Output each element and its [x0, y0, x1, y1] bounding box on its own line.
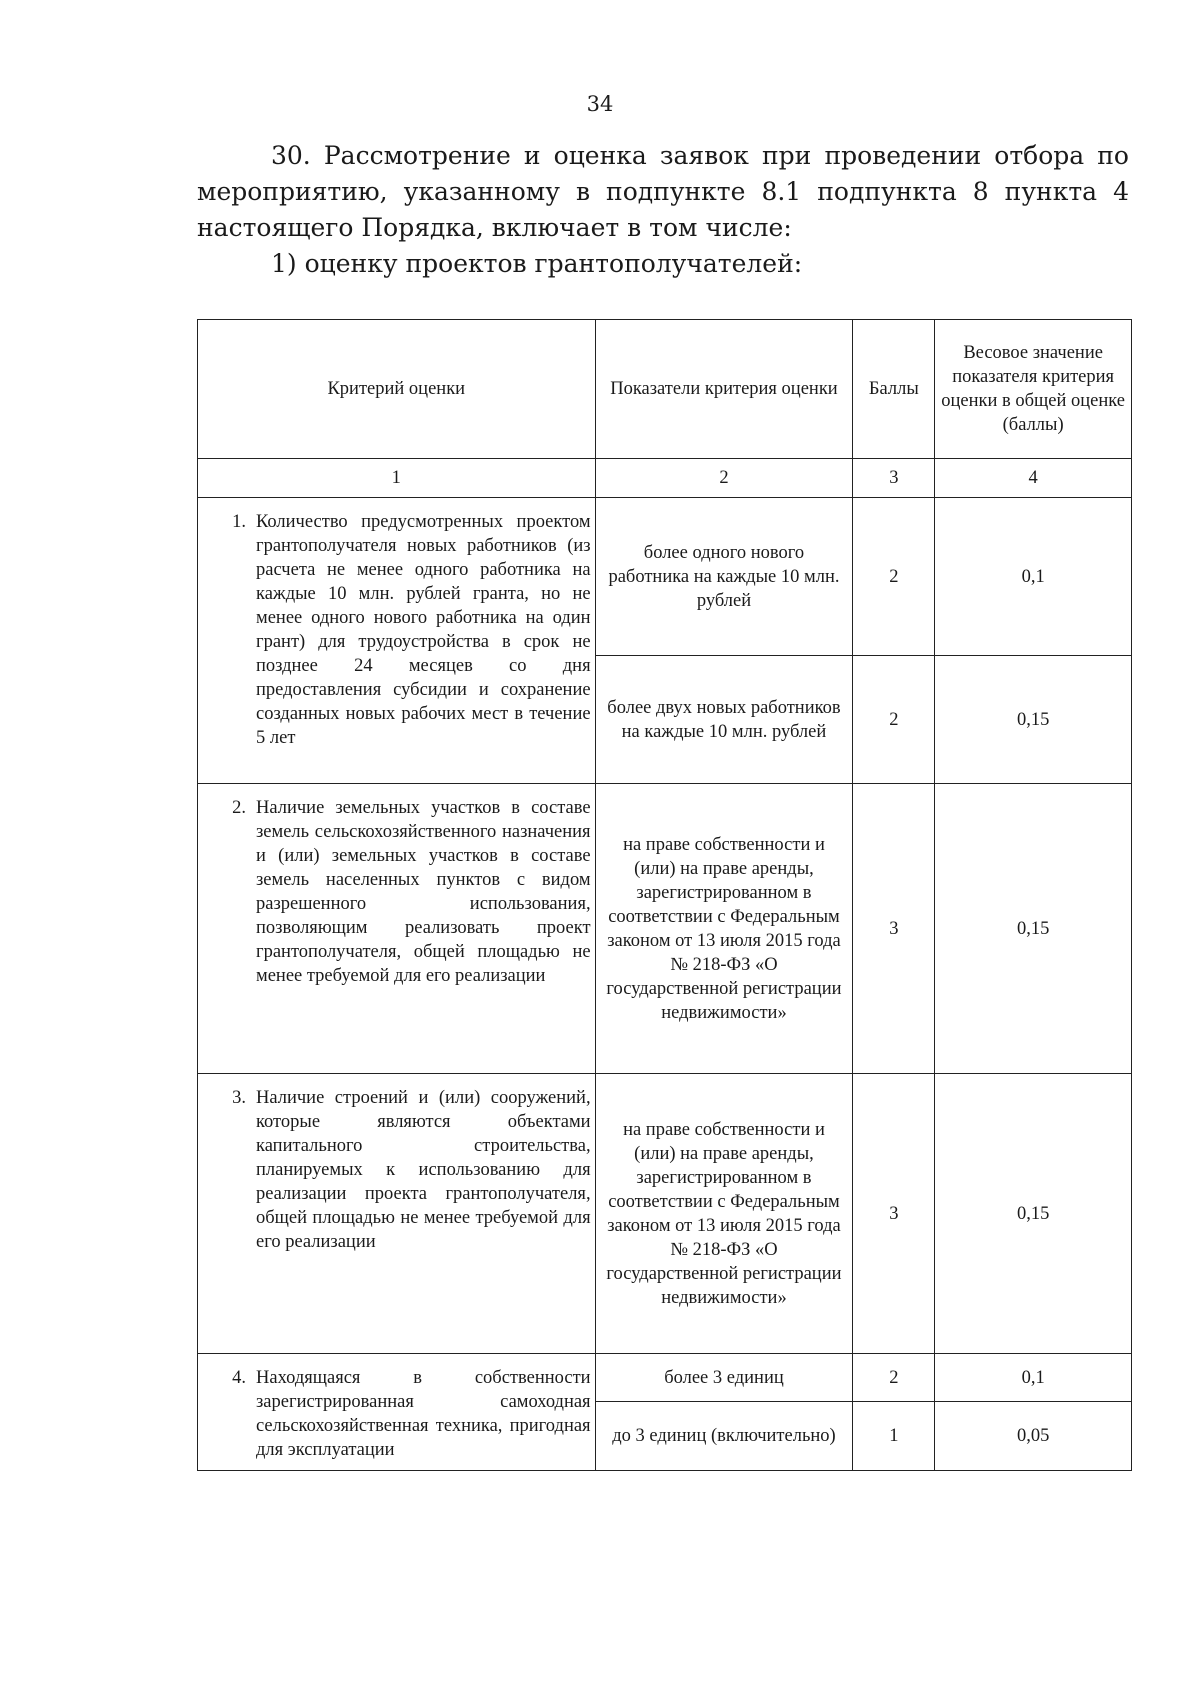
criterion-cell	[198, 784, 596, 1074]
column-number: 1	[198, 459, 596, 498]
indicator-cell: более одного нового работника на каждые 10 млн. рублей	[595, 498, 853, 656]
column-number-row	[198, 459, 1132, 498]
criterion-cell	[198, 1074, 596, 1354]
indicator-cell: более 3 единиц	[595, 1354, 853, 1402]
criterion-number: 4.	[232, 1368, 246, 1388]
table-row	[198, 1354, 1132, 1402]
table-row	[198, 498, 1132, 656]
criteria-table	[197, 319, 1132, 1471]
column-number: 3	[853, 459, 935, 498]
criterion-number: 1.	[232, 512, 246, 532]
header-points: Баллы	[853, 320, 935, 459]
weight-cell: 0,15	[935, 1074, 1132, 1354]
table-header-row	[198, 320, 1132, 459]
points-cell: 2	[853, 498, 935, 656]
criterion-number: 3.	[232, 1088, 246, 1108]
header-weight: Весовое значение показателя критерия оценки в общей оценке (баллы)	[935, 320, 1132, 459]
indicator-cell: до 3 единиц (включительно)	[595, 1402, 853, 1471]
indicator-cell: на праве собственности и (или) на праве аренды, зарегистрированном в соответствии с Федеральным законом от 13 июля 2015 года № 218-ФЗ «О государственной регистрации недвижимости»	[595, 1074, 853, 1354]
paragraph-main: 30. Рассмотрение и оценка заявок при проведении отбора по мероприятию, указанному в подпункте 8.1 подпункта 8 пункта 4 настоящего Порядка, включает в том числе:	[197, 141, 1129, 242]
column-number: 2	[595, 459, 853, 498]
header-indicators: Показатели критерия оценки	[595, 320, 853, 459]
criterion-text: Наличие земельных участков в составе земель сельскохозяйственного назначения и (или) земельных участков в составе земель населенных пунктов с видом разрешенного использования, позволяющим реализовать проект грантополучателя, общей площадью не менее требуемой для его реализации	[256, 798, 591, 986]
weight-cell: 0,1	[935, 498, 1132, 656]
column-number: 4	[935, 459, 1132, 498]
points-cell: 1	[853, 1402, 935, 1471]
weight-cell: 0,05	[935, 1402, 1132, 1471]
points-cell: 2	[853, 1354, 935, 1402]
weight-cell: 0,15	[935, 656, 1132, 784]
criterion-cell	[198, 1354, 596, 1471]
criterion-cell	[198, 498, 596, 784]
points-cell: 3	[853, 784, 935, 1074]
criterion-number: 2.	[232, 798, 246, 818]
indicator-cell: на праве собственности и (или) на праве аренды, зарегистрированном в соответствии с Федеральным законом от 13 июля 2015 года № 218-ФЗ «О государственной регистрации недвижимости»	[595, 784, 853, 1074]
points-cell: 2	[853, 656, 935, 784]
weight-cell: 0,1	[935, 1354, 1132, 1402]
table-row	[198, 784, 1132, 1074]
paragraph-sub: 1) оценку проектов грантополучателей:	[271, 249, 803, 278]
criterion-text: Наличие строений и (или) сооружений, которые являются объектами капитального строительства, планируемых к использованию для реализации проекта грантополучателя, общей площадью не менее требуемой для его реализации	[256, 1088, 591, 1252]
criterion-text: Количество предусмотренных проектом грантополучателя новых работников (из расчета не менее одного работника на каждые 10 млн. рублей гранта, но не менее одного нового работника на один грант) для трудоустройства в срок не позднее 24 месяцев со дня предоставления субсидии и сохранение созданных новых рабочих мест в течение 5 лет	[256, 512, 591, 748]
page-number: 34	[586, 92, 614, 116]
table-row	[198, 1074, 1132, 1354]
weight-cell: 0,15	[935, 784, 1132, 1074]
header-criterion: Критерий оценки	[198, 320, 596, 459]
indicator-cell: более двух новых работников на каждые 10 млн. рублей	[595, 656, 853, 784]
points-cell: 3	[853, 1074, 935, 1354]
criterion-text: Находящаяся в собственности зарегистрированная самоходная сельскохозяйственная техника, пригодная для эксплуатации	[256, 1368, 591, 1460]
